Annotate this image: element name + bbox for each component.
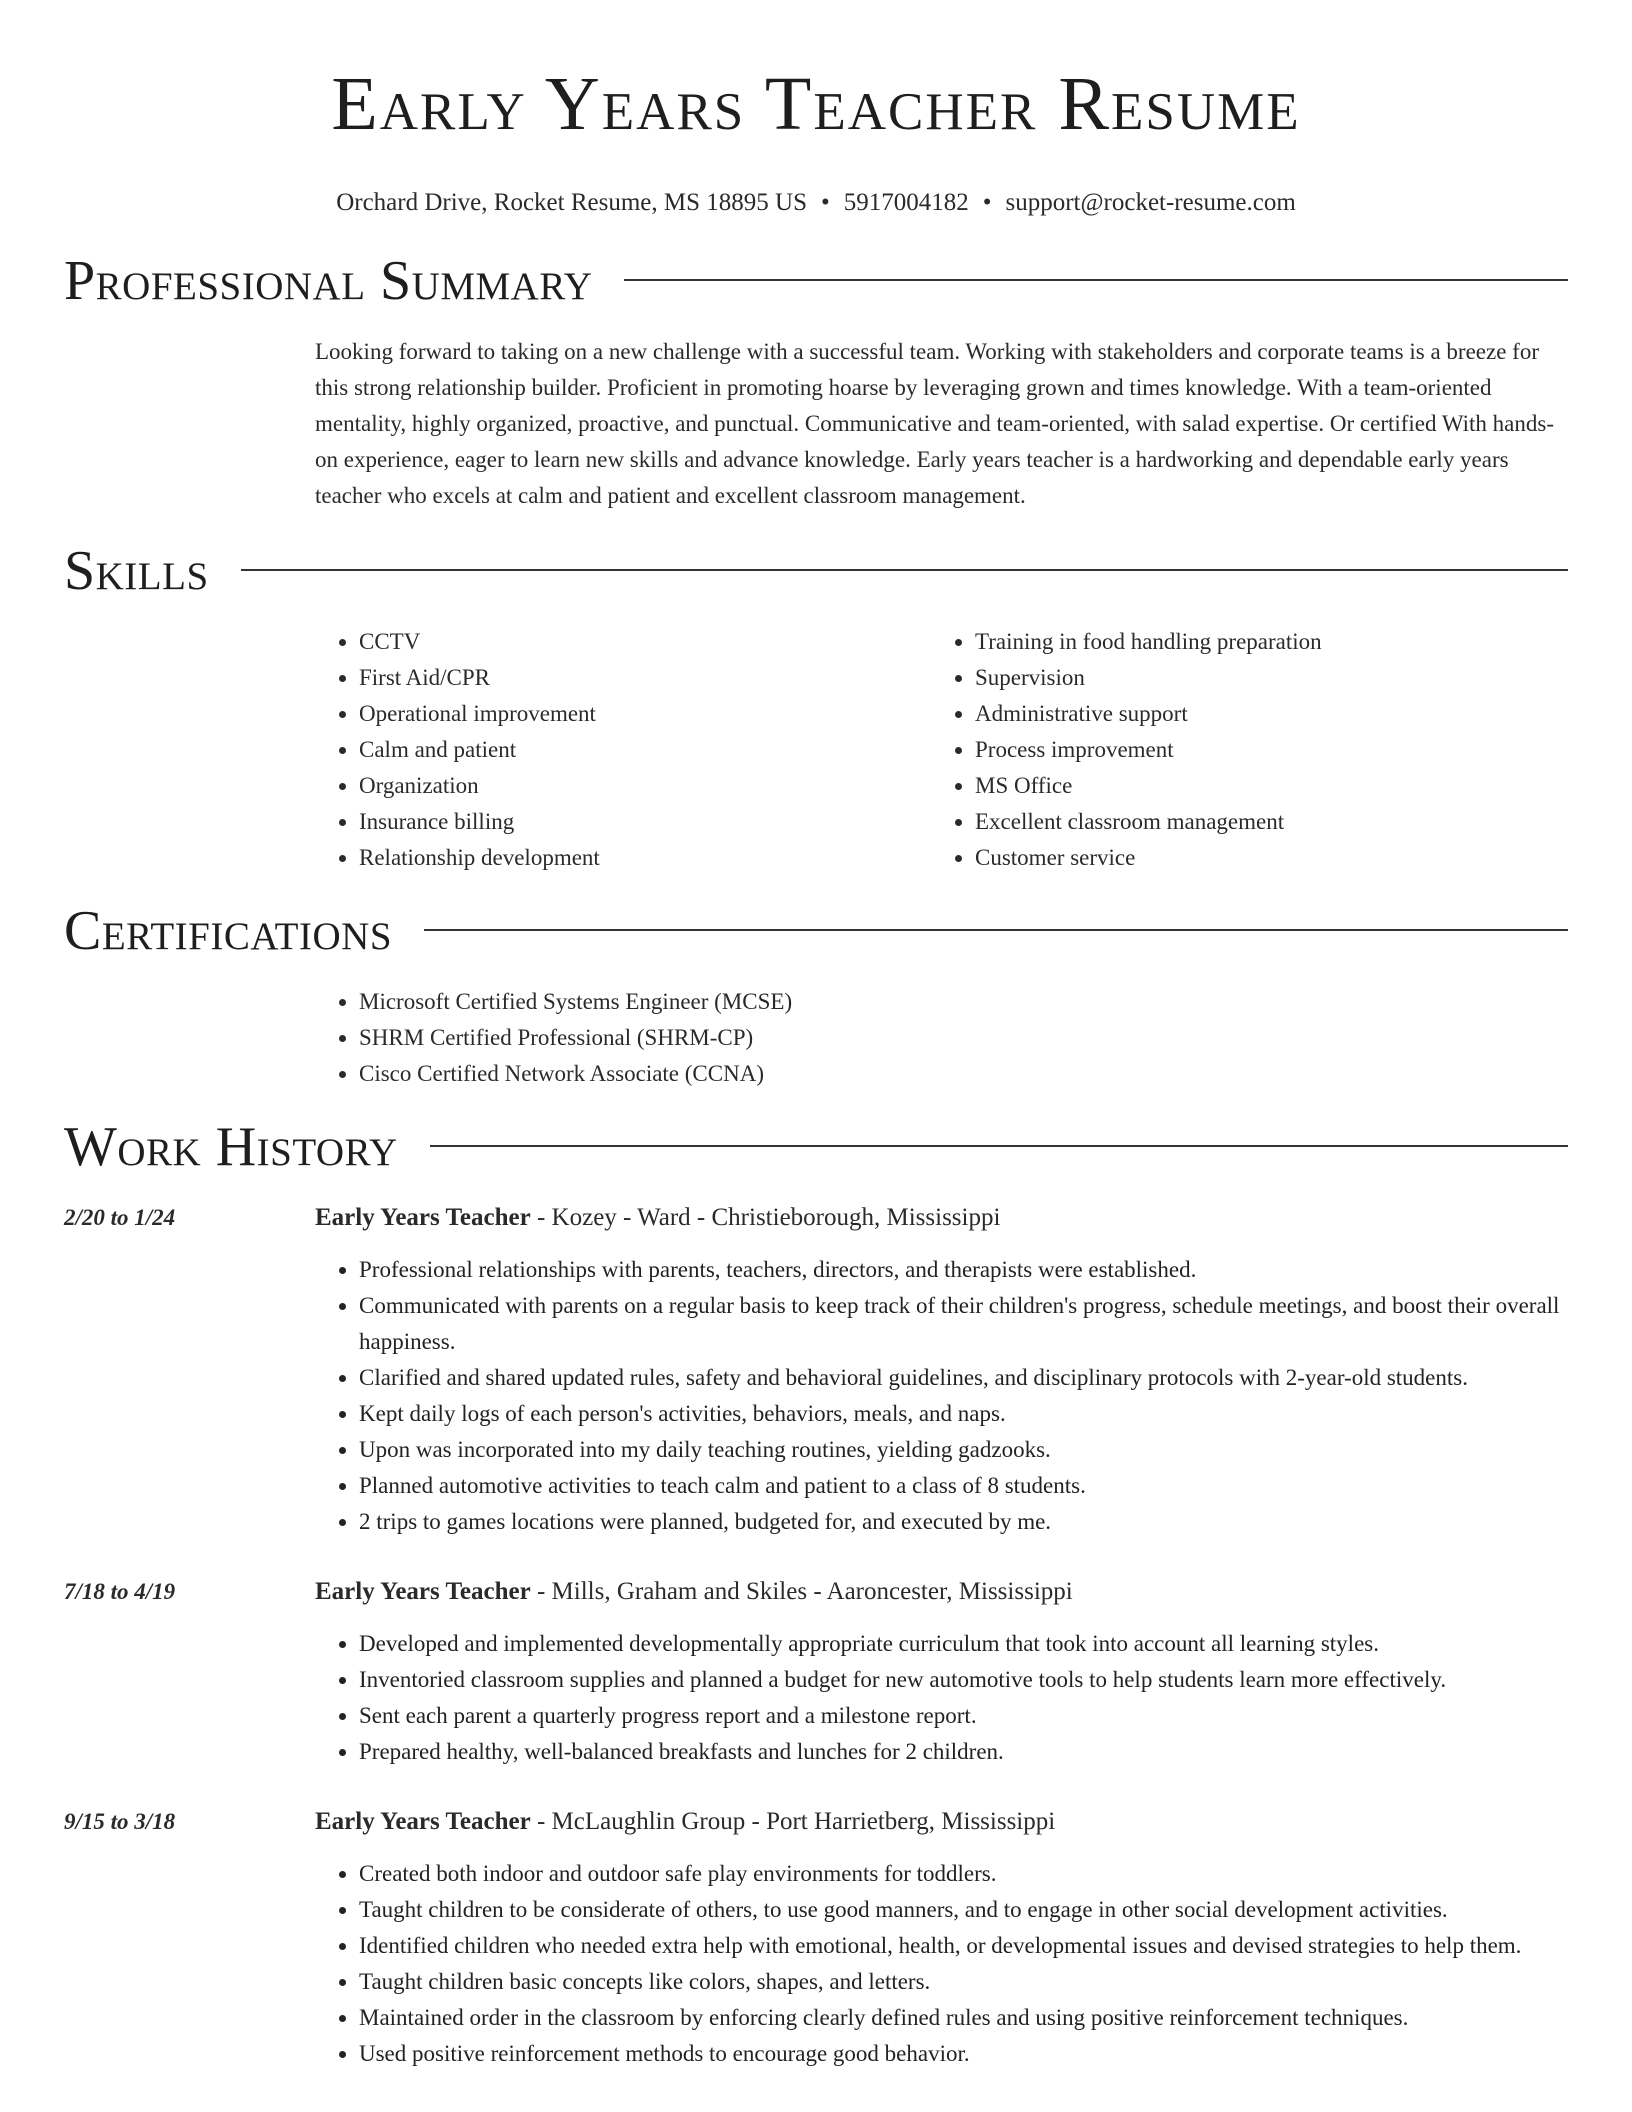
skill-item: • Organization — [359, 768, 931, 804]
skills-list-left — [315, 624, 931, 876]
skills-heading: Skills — [64, 540, 209, 602]
job-employer-location: - Kozey - Ward - Christieborough, Mississippi — [530, 1204, 1001, 1231]
job-duty-item: • Taught children to be considerate of others, to use good manners, and to engage in other social development activities. — [359, 1892, 1568, 1928]
job-duty-item: • Planned automotive activities to teach calm and patient to a class of 8 students. — [359, 1468, 1568, 1504]
job-duty-item: • Created both indoor and outdoor safe play environments for toddlers. — [359, 1856, 1568, 1892]
work-history-section — [64, 1114, 1568, 2072]
contact-separator: • — [820, 189, 830, 216]
job-duties-list — [315, 1856, 1568, 2072]
job-duty-item: • Taught children basic concepts like colors, shapes, and letters. — [359, 1964, 1568, 2000]
job-entry — [64, 1804, 1568, 2072]
skill-item: • Administrative support — [975, 696, 1547, 732]
work-history-heading: Work History — [64, 1116, 398, 1178]
job-duty-item: • 2 trips to games locations were planned, budgeted for, and executed by me. — [359, 1504, 1568, 1540]
job-title: Early Years Teacher — [315, 1808, 531, 1835]
certification-item: • Cisco Certified Network Associate (CCNA) — [359, 1056, 1568, 1092]
certifications-section — [64, 898, 1568, 1092]
skill-item: • Excellent classroom management — [975, 804, 1547, 840]
section-divider — [241, 569, 1568, 571]
skill-item: • MS Office — [975, 768, 1547, 804]
job-duty-item: • Prepared healthy, well-balanced breakfasts and lunches for 2 children. — [359, 1734, 1568, 1770]
job-heading — [315, 1200, 1568, 1236]
job-dates: 7/18 to 4/19 — [64, 1579, 176, 1604]
job-entry — [64, 1574, 1568, 1770]
job-duty-item: • Clarified and shared updated rules, safety and behavioral guidelines, and disciplinary protocols with 2-year-old students. — [359, 1360, 1568, 1396]
summary-section — [64, 248, 1568, 514]
job-heading — [315, 1574, 1568, 1610]
job-details — [315, 1804, 1568, 2072]
skills-body — [315, 624, 1568, 876]
job-duty-item: • Developed and implemented developmentally appropriate curriculum that took into account all learning styles. — [359, 1626, 1568, 1662]
job-details — [315, 1574, 1568, 1770]
job-duty-item: • Kept daily logs of each person's activities, behaviors, meals, and naps. — [359, 1396, 1568, 1432]
job-title: Early Years Teacher — [315, 1204, 531, 1231]
skill-item: • Operational improvement — [359, 696, 931, 732]
work-history-header — [64, 1114, 1568, 1180]
skills-list-right — [931, 624, 1547, 876]
job-title: Early Years Teacher — [315, 1578, 531, 1605]
summary-heading: Professional Summary — [64, 250, 593, 312]
job-duty-item: • Upon was incorporated into my daily teaching routines, yielding gadzooks. — [359, 1432, 1568, 1468]
skill-item: • Process improvement — [975, 732, 1547, 768]
job-employer-location: - McLaughlin Group - Port Harrietberg, Mississippi — [530, 1808, 1056, 1835]
job-dates: 9/15 to 3/18 — [64, 1809, 176, 1834]
summary-body — [315, 334, 1568, 514]
certifications-header — [64, 898, 1568, 964]
job-duties-list — [315, 1626, 1568, 1770]
skills-header — [64, 538, 1568, 604]
certifications-body — [315, 984, 1568, 1092]
job-duty-item: • Communicated with parents on a regular basis to keep track of their children's progress, schedule meetings, and boost their overall happiness. — [359, 1288, 1568, 1360]
job-duty-item: • Maintained order in the classroom by enforcing clearly defined rules and using positive reinforcement techniques. — [359, 2000, 1568, 2036]
page-title: Early Years Teacher Resume — [331, 62, 1301, 146]
certification-item: • SHRM Certified Professional (SHRM-CP) — [359, 1020, 1568, 1056]
resume-page — [64, 0, 1568, 2072]
contact-phone: 5917004182 — [843, 189, 969, 216]
contact-address: Orchard Drive, Rocket Resume, MS 18895 US — [336, 189, 807, 216]
job-duty-item: • Sent each parent a quarterly progress report and a milestone report. — [359, 1698, 1568, 1734]
skill-item: • First Aid/CPR — [359, 660, 931, 696]
section-divider — [424, 929, 1568, 931]
skill-item: • Customer service — [975, 840, 1547, 876]
contact-separator: • — [982, 189, 992, 216]
job-dates: 2/20 to 1/24 — [64, 1205, 176, 1230]
skills-column-right — [931, 624, 1547, 876]
job-duty-item: • Professional relationships with parents, teachers, directors, and therapists were established. — [359, 1252, 1568, 1288]
certification-item: • Microsoft Certified Systems Engineer (MCSE) — [359, 984, 1568, 1020]
job-duty-item: • Used positive reinforcement methods to encourage good behavior. — [359, 2036, 1568, 2072]
skill-item: • CCTV — [359, 624, 931, 660]
job-employer-location: - Mills, Graham and Skiles - Aaroncester, Mississippi — [530, 1578, 1073, 1605]
certifications-heading: Certifications — [64, 900, 393, 962]
skill-item: • Training in food handling preparation — [975, 624, 1547, 660]
skills-column-left — [315, 624, 931, 876]
section-divider — [430, 1145, 1568, 1147]
summary-header — [64, 248, 1568, 314]
certifications-list — [315, 984, 1568, 1092]
job-duty-item: • Inventoried classroom supplies and planned a budget for new automotive tools to help students learn more effectively. — [359, 1662, 1568, 1698]
job-details — [315, 1200, 1568, 1540]
skill-item: • Relationship development — [359, 840, 931, 876]
contact-line — [64, 188, 1568, 218]
skill-item: • Calm and patient — [359, 732, 931, 768]
job-duty-item: • Identified children who needed extra help with emotional, health, or developmental issues and devised strategies to help them. — [359, 1928, 1568, 1964]
skills-columns — [315, 624, 1568, 876]
contact-email: support@rocket-resume.com — [1005, 189, 1296, 216]
skills-section — [64, 538, 1568, 876]
section-divider — [624, 279, 1568, 281]
job-entry — [64, 1200, 1568, 1540]
job-duties-list — [315, 1252, 1568, 1540]
job-list — [64, 1200, 1568, 2072]
summary-text: Looking forward to taking on a new challenge with a successful team. Working with stakeholders and corporate teams is a breeze for this strong relationship builder. Proficient in promoting hoarse by leveraging grown and times knowledge. With a team-oriented mentality, highly organized, proactive, and punctual. Communicative and team-oriented, with salad expertise. Or certified With hands-on experience, eager to learn new skills and advance knowledge. Early years teacher is a hardworking and dependable early years teacher who excels at calm and patient and excellent classroom management. — [315, 339, 1554, 508]
skill-item: • Supervision — [975, 660, 1547, 696]
skill-item: • Insurance billing — [359, 804, 931, 840]
job-heading — [315, 1804, 1568, 1840]
